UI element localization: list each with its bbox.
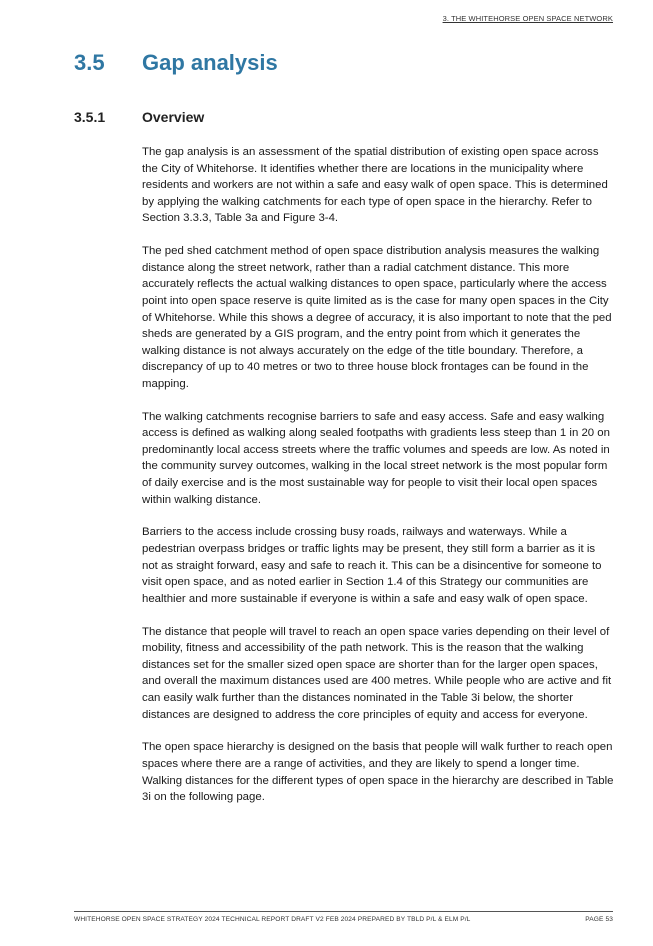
paragraph: The ped shed catchment method of open space distribution analysis measures the walking distance along the street network, rather than a radial catchment distance. This more accurately reflects the actual walking distances to open space, particularly where the access point into open space reserve is quite limited as is the case for many open spaces in the City of Whitehorse. While this shows a degree of accuracy, it is also important to note that the ped sheds are generated by a GIS program, and the entry point from which it generates the walking distance is not always accurately on the edge of the title boundary. Therefore, a discrepancy of up to 40 metres or two to three house block frontages can be found in the mapping. xyxy=(142,245,612,390)
paragraph: The open space hierarchy is designed on the basis that people will walk further to reach open spaces where there are a range of activities, and they are likely to spend a longer time. Walking distances for the different types of open space in the hierarchy are described in Table 3i on the following page. xyxy=(142,741,614,804)
footer-divider xyxy=(74,911,613,912)
paragraph: Barriers to the access include crossing busy roads, railways and waterways. While a pedestrian overpass bridges or traffic lights may be present, they still form a barrier as it is not as straight forward, easy and safe to reach it. This can be a disincentive for someone to visit open space, and as noted earlier in Section 1.4 of this Strategy our communities are healthier and more sustainable if everyone is within a safe and easy walk of open space. xyxy=(142,526,602,605)
subsection-number: 3.5.1 xyxy=(74,109,106,125)
subsection-heading xyxy=(74,109,613,125)
page-footer xyxy=(74,916,613,923)
running-header: 3. THE WHITEHORSE OPEN SPACE NETWORK xyxy=(442,14,613,23)
section-heading xyxy=(74,50,613,76)
section-title: Gap analysis xyxy=(142,50,278,75)
paragraph: The walking catchments recognise barriers to safe and easy access. Safe and easy walking access is defined as walking along sealed footpaths with gradients less steep than 1 in 20 on predominantly local access streets where the traffic volumes and speeds are low. As noted in the community survey outcomes, walking in the local street network is the most popular form of daily exercise and is the most sustainable way for people to visit their local open spaces within walking distance. xyxy=(142,410,610,506)
paragraph: The gap analysis is an assessment of the spatial distribution of existing open space across the City of Whitehorse. It identifies whether there are locations in the municipality where residents and workers are not within a safe and easy walk of open space. This is determined by applying the walking catchments for each type of open space in the hierarchy. Refer to Section 3.3.3, Table 3a and Figure 3-4. xyxy=(142,146,608,225)
body-text xyxy=(142,144,614,822)
page-number: PAGE 53 xyxy=(585,916,613,923)
subsection-title: Overview xyxy=(142,109,205,125)
section-number: 3.5 xyxy=(74,50,105,75)
paragraph: The distance that people will travel to reach an open space varies depending on their level of mobility, fitness and accessibility of the path network. This is the reason that the walking distances set for the smaller sized open space are shorter than for the larger open spaces, and overall the maximum distances used are 400 metres. While people who are active and fit can easily walk further than the distances nominated in the Table 3i below, the shorter distances are designed to address the core principles of equity and access for everyone. xyxy=(142,625,612,721)
footer-document-info: WHITEHORSE OPEN SPACE STRATEGY 2024 TECHNICAL REPORT DRAFT V2 FEB 2024 PREPARED BY TBLD P/L & ELM P/L xyxy=(74,916,471,923)
